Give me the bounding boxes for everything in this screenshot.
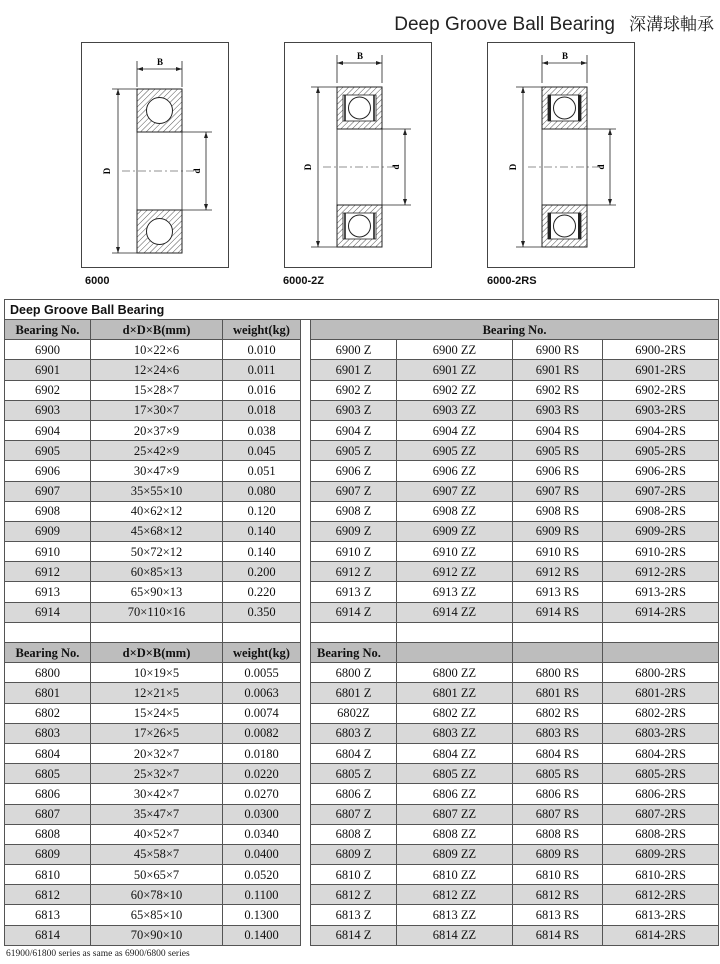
dimensions-cell: 45×68×12 — [91, 521, 223, 541]
z-variant-cell: 6803 Z — [311, 723, 397, 743]
rs-variant-cell: 6814 RS — [513, 925, 603, 945]
bearing-no-cell: 6903 — [5, 400, 91, 420]
column-separator — [301, 905, 311, 925]
rs-variant-cell: 6912 RS — [513, 562, 603, 582]
dimensions-cell: 17×30×7 — [91, 400, 223, 420]
weight-cell: 0.038 — [223, 420, 301, 440]
z-variant-cell: 6810 Z — [311, 865, 397, 885]
z-variant-cell: 6913 Z — [311, 582, 397, 602]
table-row — [5, 683, 719, 703]
2rs-variant-cell: 6803-2RS — [603, 723, 719, 743]
bearing-no-cell: 6913 — [5, 582, 91, 602]
dimensions-cell: 25×42×9 — [91, 441, 223, 461]
z-variant-cell: 6802Z — [311, 703, 397, 723]
rs-variant-cell: 6908 RS — [513, 501, 603, 521]
outer-diameter-label: D — [508, 163, 518, 171]
width-label: B — [356, 51, 364, 61]
table-row — [5, 481, 719, 501]
column-separator — [301, 400, 311, 420]
rs-variant-cell: 6907 RS — [513, 481, 603, 501]
header-weight: weight(kg) — [223, 643, 301, 663]
rs-variant-cell: 6807 RS — [513, 804, 603, 824]
rs-variant-cell: 6909 RS — [513, 521, 603, 541]
bearing-no-cell: 6814 — [5, 925, 91, 945]
zz-variant-cell: 6910 ZZ — [397, 542, 513, 562]
dimensions-cell: 50×65×7 — [91, 865, 223, 885]
column-separator — [301, 582, 311, 602]
bearing-no-cell: 6806 — [5, 784, 91, 804]
weight-cell: 0.016 — [223, 380, 301, 400]
column-separator — [301, 360, 311, 380]
table-row — [5, 521, 719, 541]
width-label: B — [561, 51, 569, 61]
table-row — [5, 784, 719, 804]
table-row — [5, 865, 719, 885]
bearing-diagram-open — [81, 42, 229, 268]
rs-variant-cell: 6810 RS — [513, 865, 603, 885]
weight-cell: 0.0074 — [223, 703, 301, 723]
table-row — [5, 501, 719, 521]
table-row — [5, 461, 719, 481]
table-row — [5, 885, 719, 905]
2rs-variant-cell: 6909-2RS — [603, 521, 719, 541]
2rs-variant-cell: 6814-2RS — [603, 925, 719, 945]
zz-variant-cell: 6901 ZZ — [397, 360, 513, 380]
table-row — [5, 602, 719, 622]
column-separator — [301, 501, 311, 521]
rs-variant-cell: 6812 RS — [513, 885, 603, 905]
bearing-no-cell: 6907 — [5, 481, 91, 501]
dimensions-cell: 70×90×10 — [91, 925, 223, 945]
table-title: Deep Groove Ball Bearing — [5, 300, 719, 320]
dimensions-cell: 70×110×16 — [91, 602, 223, 622]
column-separator — [301, 844, 311, 864]
zz-variant-cell: 6905 ZZ — [397, 441, 513, 461]
weight-cell: 0.140 — [223, 542, 301, 562]
column-separator — [301, 380, 311, 400]
zz-variant-cell: 6805 ZZ — [397, 764, 513, 784]
weight-cell: 0.1300 — [223, 905, 301, 925]
z-variant-cell: 6809 Z — [311, 844, 397, 864]
2rs-variant-cell: 6912-2RS — [603, 562, 719, 582]
page-title: Deep Groove Ball Bearing — [394, 14, 615, 35]
weight-cell: 0.350 — [223, 602, 301, 622]
2rs-variant-cell: 6908-2RS — [603, 501, 719, 521]
weight-cell: 0.220 — [223, 582, 301, 602]
bearing-open-drawing — [82, 43, 228, 267]
column-separator — [301, 885, 311, 905]
bearing-no-cell: 6805 — [5, 764, 91, 784]
weight-cell: 0.120 — [223, 501, 301, 521]
2rs-variant-cell: 6901-2RS — [603, 360, 719, 380]
header-dimensions: d×D×B(mm) — [91, 320, 223, 340]
rs-variant-cell: 6906 RS — [513, 461, 603, 481]
table-row — [5, 905, 719, 925]
column-separator — [301, 320, 311, 340]
column-separator — [301, 784, 311, 804]
column-separator — [301, 723, 311, 743]
2rs-variant-cell: 6910-2RS — [603, 542, 719, 562]
z-variant-cell: 6813 Z — [311, 905, 397, 925]
inner-diameter-label: d — [391, 164, 401, 170]
dimensions-cell: 40×62×12 — [91, 501, 223, 521]
weight-cell: 0.0082 — [223, 723, 301, 743]
dimensions-cell: 65×85×10 — [91, 905, 223, 925]
z-variant-cell: 6807 Z — [311, 804, 397, 824]
rs-variant-cell: 6801 RS — [513, 683, 603, 703]
header-weight: weight(kg) — [223, 320, 301, 340]
dimensions-cell: 15×28×7 — [91, 380, 223, 400]
2rs-variant-cell: 6903-2RS — [603, 400, 719, 420]
z-variant-cell: 6905 Z — [311, 441, 397, 461]
zz-variant-cell: 6809 ZZ — [397, 844, 513, 864]
2rs-variant-cell: 6806-2RS — [603, 784, 719, 804]
weight-cell: 0.011 — [223, 360, 301, 380]
weight-cell: 0.018 — [223, 400, 301, 420]
column-separator — [301, 764, 311, 784]
2rs-variant-cell: 6902-2RS — [603, 380, 719, 400]
bearing-no-cell: 6813 — [5, 905, 91, 925]
width-label: B — [156, 57, 164, 67]
weight-cell: 0.045 — [223, 441, 301, 461]
rs-variant-cell: 6806 RS — [513, 784, 603, 804]
bearing-no-cell: 6901 — [5, 360, 91, 380]
weight-cell: 0.0180 — [223, 743, 301, 763]
column-separator — [301, 643, 311, 663]
2rs-variant-cell: 6802-2RS — [603, 703, 719, 723]
dimensions-cell: 60×78×10 — [91, 885, 223, 905]
diagram-caption-open: 6000 — [85, 275, 110, 287]
zz-variant-cell: 6907 ZZ — [397, 481, 513, 501]
dimensions-cell: 65×90×13 — [91, 582, 223, 602]
z-variant-cell: 6908 Z — [311, 501, 397, 521]
z-variant-cell: 6901 Z — [311, 360, 397, 380]
bearing-no-cell: 6905 — [5, 441, 91, 461]
bearing-spec-table — [4, 299, 719, 946]
column-separator — [301, 521, 311, 541]
zz-variant-cell: 6812 ZZ — [397, 885, 513, 905]
table-row — [5, 360, 719, 380]
bearing-no-cell: 6801 — [5, 683, 91, 703]
2rs-variant-cell: 6800-2RS — [603, 663, 719, 683]
bearing-no-cell: 6904 — [5, 420, 91, 440]
bearing-no-cell: 6802 — [5, 703, 91, 723]
column-separator — [301, 703, 311, 723]
bearing-no-cell: 6809 — [5, 844, 91, 864]
bearing-no-cell: 6812 — [5, 885, 91, 905]
bearing-shielded-drawing — [285, 43, 431, 267]
z-variant-cell: 6909 Z — [311, 521, 397, 541]
header-bearing-no: Bearing No. — [5, 320, 91, 340]
2rs-variant-cell: 6913-2RS — [603, 582, 719, 602]
bearing-no-cell: 6914 — [5, 602, 91, 622]
column-separator — [301, 824, 311, 844]
2rs-variant-cell: 6810-2RS — [603, 865, 719, 885]
header-bearing-no: Bearing No. — [5, 643, 91, 663]
bearing-no-cell: 6902 — [5, 380, 91, 400]
z-variant-cell: 6912 Z — [311, 562, 397, 582]
table-row — [5, 542, 719, 562]
2rs-variant-cell: 6904-2RS — [603, 420, 719, 440]
table-row — [5, 663, 719, 683]
dimensions-cell: 10×22×6 — [91, 340, 223, 360]
bearing-no-cell: 6900 — [5, 340, 91, 360]
z-variant-cell: 6812 Z — [311, 885, 397, 905]
column-separator — [301, 562, 311, 582]
zz-variant-cell: 6813 ZZ — [397, 905, 513, 925]
2rs-variant-cell: 6813-2RS — [603, 905, 719, 925]
2rs-variant-cell: 6801-2RS — [603, 683, 719, 703]
column-separator — [301, 683, 311, 703]
2rs-variant-cell: 6807-2RS — [603, 804, 719, 824]
column-separator — [301, 602, 311, 622]
inner-diameter-label: d — [596, 164, 606, 170]
bearing-no-cell: 6912 — [5, 562, 91, 582]
z-variant-cell: 6814 Z — [311, 925, 397, 945]
z-variant-cell: 6903 Z — [311, 400, 397, 420]
zz-variant-cell: 6814 ZZ — [397, 925, 513, 945]
dimensions-cell: 17×26×5 — [91, 723, 223, 743]
column-separator — [301, 461, 311, 481]
z-variant-cell: 6906 Z — [311, 461, 397, 481]
rs-variant-cell: 6804 RS — [513, 743, 603, 763]
table-row — [5, 764, 719, 784]
bearing-no-cell: 6807 — [5, 804, 91, 824]
diagram-caption-shielded: 6000-2Z — [283, 275, 324, 287]
dimensions-cell: 45×58×7 — [91, 844, 223, 864]
table-row — [5, 804, 719, 824]
zz-variant-cell: 6808 ZZ — [397, 824, 513, 844]
dimensions-cell: 12×21×5 — [91, 683, 223, 703]
z-variant-cell: 6914 Z — [311, 602, 397, 622]
weight-cell: 0.0270 — [223, 784, 301, 804]
rs-variant-cell: 6903 RS — [513, 400, 603, 420]
column-separator — [301, 804, 311, 824]
bearing-no-cell: 6906 — [5, 461, 91, 481]
bearing-diagram-sealed — [487, 42, 635, 268]
rs-variant-cell: 6808 RS — [513, 824, 603, 844]
2rs-variant-cell: 6906-2RS — [603, 461, 719, 481]
column-separator — [301, 441, 311, 461]
inner-diameter-label: d — [192, 168, 202, 174]
2rs-variant-cell: 6907-2RS — [603, 481, 719, 501]
z-variant-cell: 6904 Z — [311, 420, 397, 440]
rs-variant-cell: 6902 RS — [513, 380, 603, 400]
zz-variant-cell: 6913 ZZ — [397, 582, 513, 602]
table-row — [5, 562, 719, 582]
page-header — [394, 10, 714, 36]
column-separator — [301, 925, 311, 945]
zz-variant-cell: 6900 ZZ — [397, 340, 513, 360]
rs-variant-cell: 6913 RS — [513, 582, 603, 602]
zz-variant-cell: 6902 ZZ — [397, 380, 513, 400]
bearing-no-cell: 6803 — [5, 723, 91, 743]
dimensions-cell: 30×47×9 — [91, 461, 223, 481]
outer-diameter-label: D — [102, 167, 112, 175]
weight-cell: 0.0340 — [223, 824, 301, 844]
dimensions-cell: 20×37×9 — [91, 420, 223, 440]
z-variant-cell: 6800 Z — [311, 663, 397, 683]
2rs-variant-cell: 6809-2RS — [603, 844, 719, 864]
rs-variant-cell: 6803 RS — [513, 723, 603, 743]
dimensions-cell: 60×85×13 — [91, 562, 223, 582]
zz-variant-cell: 6802 ZZ — [397, 703, 513, 723]
table-row — [5, 400, 719, 420]
2rs-variant-cell: 6805-2RS — [603, 764, 719, 784]
dimensions-cell: 50×72×12 — [91, 542, 223, 562]
dimensions-cell: 20×32×7 — [91, 743, 223, 763]
2rs-variant-cell: 6804-2RS — [603, 743, 719, 763]
zz-variant-cell: 6912 ZZ — [397, 562, 513, 582]
weight-cell: 0.200 — [223, 562, 301, 582]
zz-variant-cell: 6903 ZZ — [397, 400, 513, 420]
rs-variant-cell: 6910 RS — [513, 542, 603, 562]
header-variant-bearing-no: Bearing No. — [311, 320, 719, 340]
diagram-caption-sealed: 6000-2RS — [487, 275, 537, 287]
weight-cell: 0.010 — [223, 340, 301, 360]
outer-diameter-label: D — [303, 163, 313, 171]
bearing-no-cell: 6804 — [5, 743, 91, 763]
weight-cell: 0.051 — [223, 461, 301, 481]
column-separator — [301, 743, 311, 763]
table-row — [5, 925, 719, 945]
column-separator — [301, 481, 311, 501]
header-variant-bearing-no: Bearing No. — [311, 643, 397, 663]
section-spacer-row — [5, 622, 719, 642]
dimensions-cell: 30×42×7 — [91, 784, 223, 804]
rs-variant-cell: 6813 RS — [513, 905, 603, 925]
column-separator — [301, 663, 311, 683]
page-title-chinese: 深溝球軸承 — [629, 15, 714, 35]
zz-variant-cell: 6804 ZZ — [397, 743, 513, 763]
zz-variant-cell: 6803 ZZ — [397, 723, 513, 743]
bearing-no-cell: 6908 — [5, 501, 91, 521]
table-row — [5, 380, 719, 400]
rs-variant-cell: 6805 RS — [513, 764, 603, 784]
rs-variant-cell: 6914 RS — [513, 602, 603, 622]
table-row — [5, 420, 719, 440]
zz-variant-cell: 6806 ZZ — [397, 784, 513, 804]
dimensions-cell: 12×24×6 — [91, 360, 223, 380]
2rs-variant-cell: 6900-2RS — [603, 340, 719, 360]
table-row — [5, 582, 719, 602]
z-variant-cell: 6900 Z — [311, 340, 397, 360]
header-dimensions: d×D×B(mm) — [91, 643, 223, 663]
footnote: 61900/61800 series as same as 6900/6800 series — [6, 949, 190, 959]
weight-cell: 0.0400 — [223, 844, 301, 864]
weight-cell: 0.080 — [223, 481, 301, 501]
2rs-variant-cell: 6905-2RS — [603, 441, 719, 461]
zz-variant-cell: 6800 ZZ — [397, 663, 513, 683]
z-variant-cell: 6801 Z — [311, 683, 397, 703]
z-variant-cell: 6910 Z — [311, 542, 397, 562]
dimensions-cell: 25×32×7 — [91, 764, 223, 784]
bearing-no-cell: 6800 — [5, 663, 91, 683]
section1-header-row — [5, 320, 719, 340]
weight-cell: 0.1400 — [223, 925, 301, 945]
table-row — [5, 441, 719, 461]
column-separator — [301, 420, 311, 440]
section2-header-row — [5, 643, 719, 663]
weight-cell: 0.0220 — [223, 764, 301, 784]
rs-variant-cell: 6800 RS — [513, 663, 603, 683]
rs-variant-cell: 6802 RS — [513, 703, 603, 723]
z-variant-cell: 6806 Z — [311, 784, 397, 804]
zz-variant-cell: 6810 ZZ — [397, 865, 513, 885]
2rs-variant-cell: 6808-2RS — [603, 824, 719, 844]
bearing-no-cell: 6910 — [5, 542, 91, 562]
zz-variant-cell: 6906 ZZ — [397, 461, 513, 481]
dimensions-cell: 35×47×7 — [91, 804, 223, 824]
table-row — [5, 723, 719, 743]
zz-variant-cell: 6807 ZZ — [397, 804, 513, 824]
zz-variant-cell: 6908 ZZ — [397, 501, 513, 521]
dimensions-cell: 40×52×7 — [91, 824, 223, 844]
dimensions-cell: 35×55×10 — [91, 481, 223, 501]
weight-cell: 0.0520 — [223, 865, 301, 885]
z-variant-cell: 6907 Z — [311, 481, 397, 501]
2rs-variant-cell: 6812-2RS — [603, 885, 719, 905]
table-row — [5, 824, 719, 844]
rs-variant-cell: 6900 RS — [513, 340, 603, 360]
bearing-diagram-shielded — [284, 42, 432, 268]
rs-variant-cell: 6905 RS — [513, 441, 603, 461]
weight-cell: 0.1100 — [223, 885, 301, 905]
weight-cell: 0.0300 — [223, 804, 301, 824]
z-variant-cell: 6902 Z — [311, 380, 397, 400]
table-row — [5, 340, 719, 360]
zz-variant-cell: 6904 ZZ — [397, 420, 513, 440]
2rs-variant-cell: 6914-2RS — [603, 602, 719, 622]
dimensions-cell: 15×24×5 — [91, 703, 223, 723]
table-row — [5, 743, 719, 763]
dimensions-cell: 10×19×5 — [91, 663, 223, 683]
zz-variant-cell: 6801 ZZ — [397, 683, 513, 703]
column-separator — [301, 542, 311, 562]
bearing-no-cell: 6909 — [5, 521, 91, 541]
weight-cell: 0.140 — [223, 521, 301, 541]
table-row — [5, 844, 719, 864]
bearing-no-cell: 6810 — [5, 865, 91, 885]
bearing-no-cell: 6808 — [5, 824, 91, 844]
z-variant-cell: 6805 Z — [311, 764, 397, 784]
table-row — [5, 703, 719, 723]
bearing-sealed-drawing — [488, 43, 634, 267]
rs-variant-cell: 6904 RS — [513, 420, 603, 440]
z-variant-cell: 6808 Z — [311, 824, 397, 844]
column-separator — [301, 340, 311, 360]
weight-cell: 0.0063 — [223, 683, 301, 703]
zz-variant-cell: 6914 ZZ — [397, 602, 513, 622]
zz-variant-cell: 6909 ZZ — [397, 521, 513, 541]
column-separator — [301, 865, 311, 885]
weight-cell: 0.0055 — [223, 663, 301, 683]
rs-variant-cell: 6809 RS — [513, 844, 603, 864]
z-variant-cell: 6804 Z — [311, 743, 397, 763]
rs-variant-cell: 6901 RS — [513, 360, 603, 380]
